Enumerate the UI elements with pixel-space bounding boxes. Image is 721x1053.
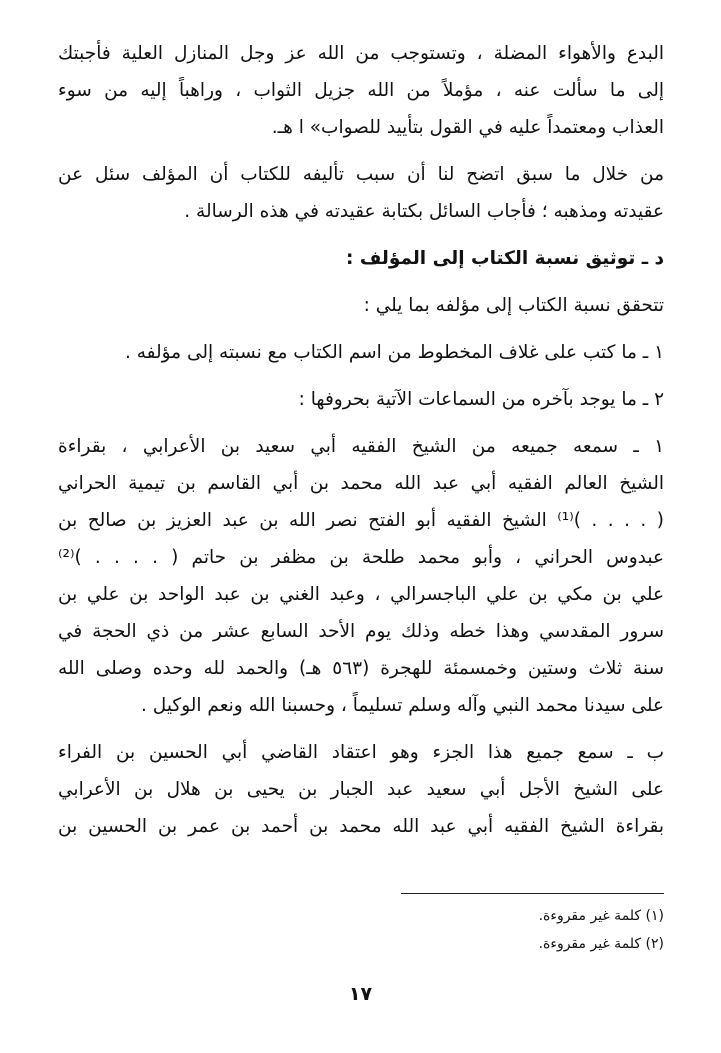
footnote-separator (401, 893, 664, 894)
paragraph-gap (58, 151, 664, 161)
text-line: علي بن مكي بن علي الباجسرالي ، وعبد الغني بن عبد الواحد بن علي بن (58, 584, 664, 605)
text-line: العذاب ومعتمداً عليه في القول بتأييد للصواب» ا هـ. (271, 117, 664, 138)
text-line: سرور المقدسي وهذا خطه وذلك يوم الأحد السابع عشر من ذي الحجة في (58, 621, 664, 642)
paragraph (58, 433, 664, 720)
text-line: تتحقق نسبة الكتاب إلى مؤلفه بما يلي : (363, 295, 664, 316)
paragraph (58, 739, 664, 841)
paragraph (58, 245, 664, 273)
text-line: على سيدنا محمد النبي وآله وسلم تسليماً ، وحسبنا الله ونعم الوكيل . (141, 695, 664, 716)
text-line: من خلال ما سبق اتضح لنا أن سبب تأليفه للكتاب أن المؤلف سئل عن (58, 164, 664, 185)
footnote: (١) كلمة غير مقروءة. (538, 908, 664, 924)
text-line: عقيدته ومذهبه ؛ فأجاب السائل بكتابة عقيدته في هذه الرسالة . (184, 201, 664, 222)
text-line: على الشيخ الأجل أبي سعيد عبد الجبار بن يحيى بن هلال بن الأعرابي (58, 779, 664, 800)
footnote: (٢) كلمة غير مقروءة. (538, 936, 664, 952)
page-number: ١٧ (348, 983, 373, 1005)
text-line: ٢ ـ ما يوجد بآخره من السماعات الآتية بحروفها : (298, 389, 664, 410)
text-line: إلى ما سألت عنه ، مؤملاً من الله جزيل الثواب ، وراهباً إليه من سوء (58, 80, 664, 101)
paragraph (58, 386, 664, 414)
paragraph (58, 161, 664, 226)
paragraph-gap (58, 423, 664, 433)
text-line: ١ ـ سمعه جميعه من الشيخ الفقيه أبي سعيد بن الأعرابي ، بقراءة (58, 436, 664, 457)
paragraph-gap (58, 376, 664, 386)
text-line: سنة ثلاث وستين وخمسمئة للهجرة (٥٦٣ هـ) والحمد لله وحده وصلى الله (58, 658, 664, 679)
paragraph-gap (58, 235, 664, 245)
text-line: عبدوس الحراني ، وأبو محمد طلحة بن مظفر بن حاتم ( . . . . )⁽²⁾ (58, 547, 664, 568)
text-line: ١ ـ ما كتب على غلاف المخطوط من اسم الكتاب مع نسبته إلى مؤلفه . (124, 342, 664, 363)
paragraph (58, 292, 664, 320)
text-line: ب ـ سمع جميع هذا الجزء وهو اعتقاد القاضي أبي الحسين بن الفراء (58, 742, 664, 763)
paragraph-gap (58, 729, 664, 739)
text-line: الشيخ العالم الفقيه أبي عبد الله محمد بن أبي القاسم بن تيمية الحراني (58, 473, 664, 494)
paragraph-gap (58, 329, 664, 339)
paragraph (58, 40, 664, 142)
section-heading: د ـ توثيق نسبة الكتاب إلى المؤلف : (346, 248, 664, 269)
text-line: ( . . . . )⁽¹⁾ الشيخ الفقيه أبو الفتح نصر الله بن عبد العزيز بن صالح بن (58, 510, 664, 531)
main-text (58, 40, 664, 850)
paragraph (58, 339, 664, 367)
paragraph-gap (58, 282, 664, 292)
footnotes (300, 905, 664, 961)
text-line: بقراءة الشيخ الفقيه أبي عبد الله محمد بن أحمد بن عمر بن الحسين بن (58, 816, 664, 837)
text-line: البدع والأهواء المضلة ، وتستوجب من الله عز وجل المنازل العلية فأجبتك (58, 43, 664, 64)
